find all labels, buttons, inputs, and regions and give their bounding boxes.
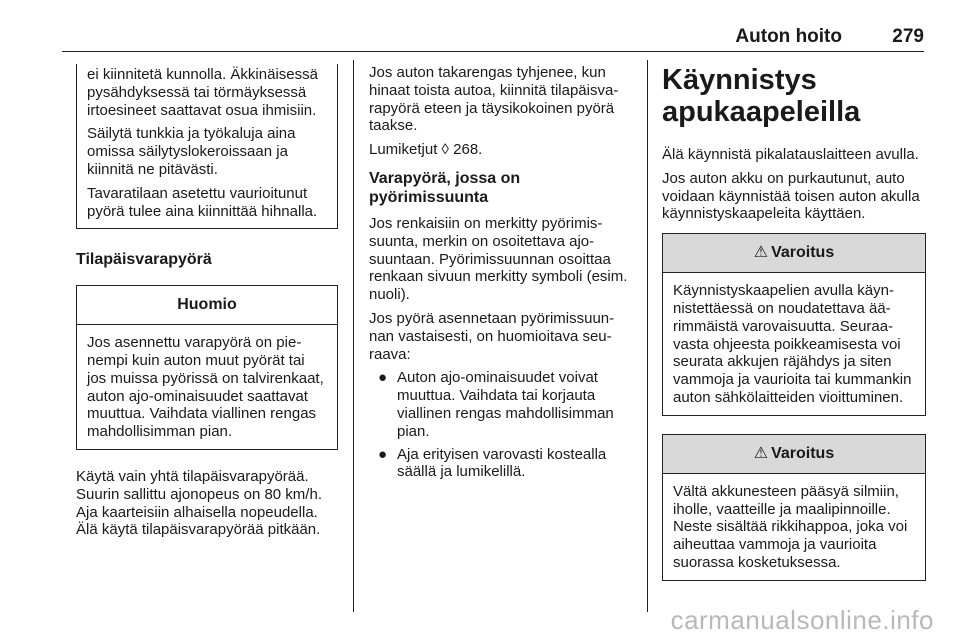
column-divider-2 xyxy=(647,60,648,612)
bullet-text: Auton ajo-ominaisuudet voivat muuttua. Vaihdata tai korjauta viallinen rengas mahdollisimman pian. xyxy=(397,369,614,440)
crossref-text: Lumiketjut xyxy=(369,141,438,159)
heading-jump-start: Käynnistys apukaapeleilla xyxy=(662,64,861,128)
warning-triangle-icon: ⚠ xyxy=(753,444,769,462)
header-rule xyxy=(62,51,924,52)
section-title: Auton hoito xyxy=(735,26,842,47)
towing-paragraph: Jos auton takarengas tyhjenee, kun hinaat toista autoa, kiinnitä tilapäisvarapyörä eteen ja täysikokoinen pyörä taakse. xyxy=(369,64,619,135)
notice-text: Jos asennettu varapyörä on pienempi kuin auton muut pyörät tai jos muissa pyörissä on talvirenkaat, auton ajo-ominaisuudet saattavat muuttua. Vaihdata viallinen rengas mahdollisimman pian. xyxy=(87,334,324,441)
notice-title: Huomio xyxy=(77,286,337,325)
warning-title-1 xyxy=(663,234,925,273)
warning-tools-text: Säilytä tunkkia ja työkaluja aina omissa säilytyslokeroissaan ja kiinnitä ne pitävästi. xyxy=(87,125,296,178)
column-1 xyxy=(76,64,338,545)
direction-paragraph: Jos renkaisiin on merkitty pyörimissuunta, merkin on osoitettava ajosuuntaan. Pyörimissuunnan osoittaa renkaan sivuun merkitty symboli (esim. nuoli). xyxy=(369,214,628,304)
column-3 xyxy=(662,64,926,581)
reverse-mount-paragraph: Jos pyörä asennetaan pyörimissuunnan vastaisesti, on huomioitava seuraava: xyxy=(369,309,615,363)
page-header xyxy=(0,0,960,52)
page-number: 279 xyxy=(892,26,924,47)
warning-text-2: Vältä akkunesteen pääsyä silmiin, iholle, vaatteille ja maalipinnoille. Neste sisältää rikkihappoa, joka voi aiheuttaa vammoja ja vaurioita suorassa kosketuksessa. xyxy=(673,482,908,571)
bullet-icon: ● xyxy=(378,445,388,463)
warning-box-2 xyxy=(662,434,926,581)
warning-title-text: Varoitus xyxy=(771,444,835,462)
warning-title-text: Varoitus xyxy=(771,244,835,262)
warning-triangle-icon: ⚠ xyxy=(753,244,769,262)
notice-body xyxy=(77,325,337,449)
heading-directional-spare: Varapyörä, jossa on pyörimissuunta xyxy=(369,169,521,206)
jump-start-paragraph: Jos auton akku on purkautunut, auto voidaan käynnistää toisen auton akulla käynnistyskaapeleita käyttäen. xyxy=(662,169,920,223)
warning-continued-text: ei kiinnitetä kunnolla. Äkkinäisessä pysähdyksessä tai törmäyksessä irtoesineet saattavat osua ihmisiin. xyxy=(87,66,318,119)
watermark: carmanualsonline.info xyxy=(670,605,934,635)
warning-title-2 xyxy=(663,435,925,474)
list-item xyxy=(369,369,633,440)
column-2 xyxy=(369,64,633,486)
column-divider-1 xyxy=(353,60,354,612)
spare-usage-paragraph: Käytä vain yhtä tilapäisvarapyörää. Suurin sallittu ajonopeus on 80 km/h. Aja kaarteisiin alhaisella nopeudella. Älä käytä tilapäisvarapyörää pitkään. xyxy=(76,467,322,539)
heading-temporary-spare: Tilapäisvarapyörä xyxy=(76,251,212,269)
bullet-text: Aja erityisen varovasti kostealla säällä ja lumikelillä. xyxy=(397,445,607,481)
crossref-page: 268. xyxy=(453,141,483,159)
warning-text-1: Käynnistyskaapelien avulla käynnistettäessä on noudatettava äärimmäistä varovaisuutta. Seuraavasta ohjeesta poikkeamisesta voi seurata akkujen räjähdys ja siten vammoja ja vaurioita tai kummankin auton sähkölaitteiden vioittuminen. xyxy=(673,282,912,406)
notice-box xyxy=(76,285,338,450)
warning-box-1 xyxy=(662,233,926,416)
warning-body-2 xyxy=(663,474,925,580)
warning-wheel-strap-text: Tavaratilaan asetettu vaurioitunut pyörä tulee aina kiinnittää hihnalla. xyxy=(87,184,318,220)
bullet-list xyxy=(369,369,633,481)
continued-warning-box xyxy=(76,64,338,229)
list-item xyxy=(369,446,633,482)
no-fast-charger-paragraph: Älä käynnistä pikalatauslaitteen avulla. xyxy=(662,146,919,163)
bullet-icon: ● xyxy=(378,369,388,387)
crossref-arrow-icon: ◊ xyxy=(441,141,449,159)
cross-reference[interactable] xyxy=(369,141,633,159)
warning-body-1 xyxy=(663,273,925,415)
